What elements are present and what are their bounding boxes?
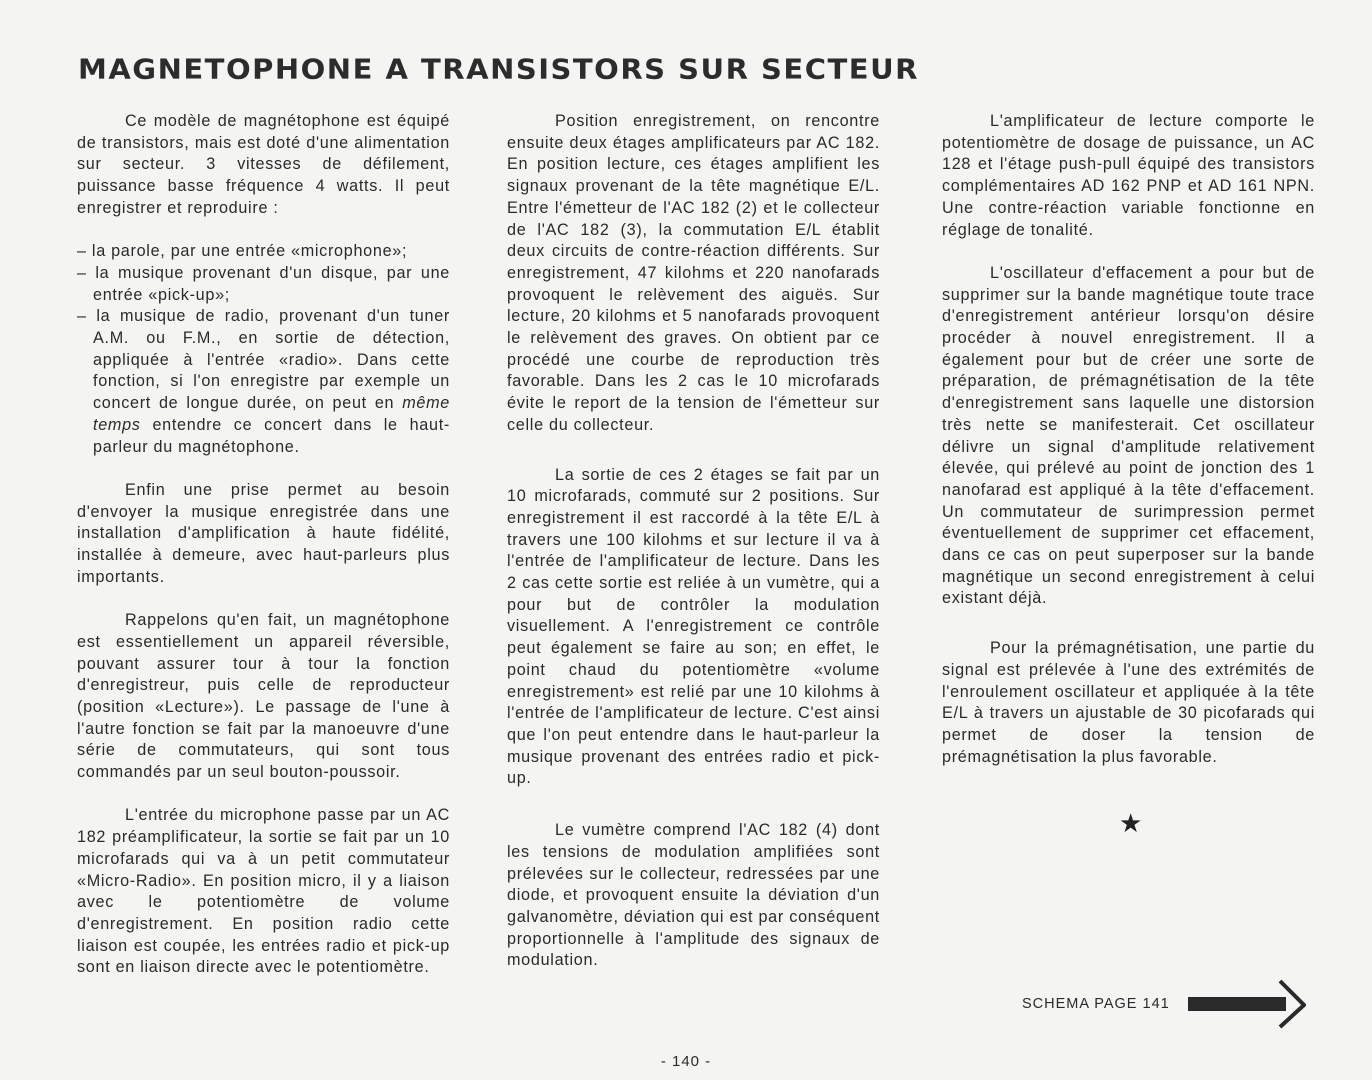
paragraph-rappelons: Rappelons qu'en fait, un magnétophone est essentiellement un appareil réversible, pouvant assurer tour à tour la fonction d'enregistreur, puis celle de reproducteur (position «Lecture»). Le passage de l'une à l'autre fonction se fait par la manoeuvre d'une série de commutateurs, qui sont tous commandés par un seul bouton-poussoir. xyxy=(77,611,450,782)
star-icon: ★ xyxy=(1119,808,1143,838)
paragraph-intro: Ce modèle de magnétophone est équipé de transistors, mais est doté d'une alimentation sur secteur. 3 vitesses de défilement, puissance basse fréquence 4 watts. Il peut enregistrer et reproduire : xyxy=(77,112,450,217)
list-item xyxy=(77,306,450,458)
list-item-end: entendre ce concert dans le haut-parleur du magnétophone. xyxy=(93,415,450,456)
list-item: – la parole, par une entrée «microphone»; xyxy=(77,241,450,263)
paragraph-enfin: Enfin une prise permet au besoin d'envoyer la musique enregistrée dans une installation d'amplification à haute fidélité, installée à demeure, avec haut-parleurs plus importants. xyxy=(77,480,450,586)
schema-page-label: SCHEMA PAGE 141 xyxy=(1022,996,1170,1012)
input-list xyxy=(77,241,450,458)
paragraph-amplificateur: L'amplificateur de lecture comporte le potentiomètre de dosage de puissance, un AC 128 et l'étage push-pull équipé des transistors complémentaires AD 162 PNP et AD 161 NPN. Une contre-réaction variable fonctionne en réglage de tonalité. xyxy=(942,112,1315,239)
italic-text: même temps xyxy=(93,394,450,434)
paragraph-entree-micro: L'entrée du microphone passe par un AC 182 préamplificateur, la sortie se fait par un 10 microfarads qui va à un petit commutateur «Micro-Radio». En position micro, il y a liaison avec le potentiomètre de volume d'enregistrement. En position radio cette liaison est coupée, les entrées radio et pick-up sont en liaison directe avec le potentiomètre. xyxy=(77,806,450,977)
page-number: - 140 - xyxy=(660,1053,712,1070)
paragraph-position: Position enregistrement, on rencontre ensuite deux étages amplificateurs par AC 182. En position lecture, ces étages amplifient les signaux provenant de la tête magnétique E/L. Entre l'émetteur de l'AC 182 (2) et le collecteur de l'AC 182 (3), la commutation E/L établit deux circuits de contre-réaction différents. Sur enregistrement, 47 kilohms et 220 nanofarads provoquent le relèvement des aiguës. Sur lecture, 20 kilohms et 5 nanofarads provoquent le relèvement des graves. On obtient par ce procédé une courbe de reproduction très favorable. Dans les 2 cas le 10 microfarads évite le report de la tension de l'émetteur sur celle du collecteur. xyxy=(507,112,880,434)
list-item-text: la musique de radio, provenant d'un tuner A.M. ou F.M., en sortie de détection, appliquée à l'entrée «radio». Dans cette fonction, si l'on enregistre par exemple un concert de longue durée, on peut en xyxy=(93,307,450,413)
paragraph-sortie: La sortie de ces 2 étages se fait par un 10 microfarads, commuté sur 2 positions. Sur enregistrement il est raccordé à la tête E/L à travers une 100 kilohms et sur lecture il va à l'entrée de l'amplificateur de lecture. Dans les 2 cas cette sortie est reliée à un vumètre, qui a pour but de contrôler la modulation visuellement. A l'enregistrement ce contrôle peut également se faire au son; en effet, le point chaud du potentiomètre «volume enregistrement» est relié par une 10 kilohms à l'entrée de l'amplificateur de lecture. C'est ainsi que l'on peut entendre dans le haut-parleur la musique provenant des entrées radio et pick-up. xyxy=(507,465,880,788)
schema-reference[interactable] xyxy=(1022,979,1306,1029)
column-2 xyxy=(507,111,880,994)
paragraph-premagnetisation: Pour la prémagnétisation, une partie du signal est prélevée à l'une des extrémités de l'enroulement oscillateur et appliquée à la tête E/L à travers un ajustable de 30 picofarads qui permet de doser la tension de prémagnétisation la plus favorable. xyxy=(942,639,1315,766)
paragraph-vumetre: Le vumètre comprend l'AC 182 (4) dont les tensions de modulation amplifiées sont prélevées sur le collecteur, redressées par une diode, et provoquent ensuite la déviation d'un galvanomètre, déviation qui est par conséquent proportionnelle à l'amplitude des signaux de modulation. xyxy=(507,821,880,970)
column-3 xyxy=(942,111,1315,790)
column-1 xyxy=(77,111,450,1001)
page-title: MAGNETOPHONE A TRANSISTORS SUR SECTEUR xyxy=(78,52,919,86)
paragraph-oscillateur: L'oscillateur d'effacement a pour but de supprimer sur la bande magnétique toute trace d'enregistrement antérieur lorsqu'on désire procéder à nouvel enregistrement. Il a également pour but de créer une sorte de préparation, de prémagnétisation de la tête d'enregistrement sans laquelle une distorsion très nette se manifesterait. Cet oscillateur délivre un signal d'amplitude relativement élevée, qui prélevé au point de jonction des 1 nanofarad est appliqué à la tête d'effacement. Un commutateur de surimpression permet éventuellement de supprimer cet effacement, dans ce cas on peut superposer sur la bande magnétique un second enregistrement à celui existant déjà. xyxy=(942,263,1315,608)
list-item: – la musique provenant d'un disque, par une entrée «pick-up»; xyxy=(77,263,450,306)
arrow-right-icon xyxy=(1188,979,1306,1029)
